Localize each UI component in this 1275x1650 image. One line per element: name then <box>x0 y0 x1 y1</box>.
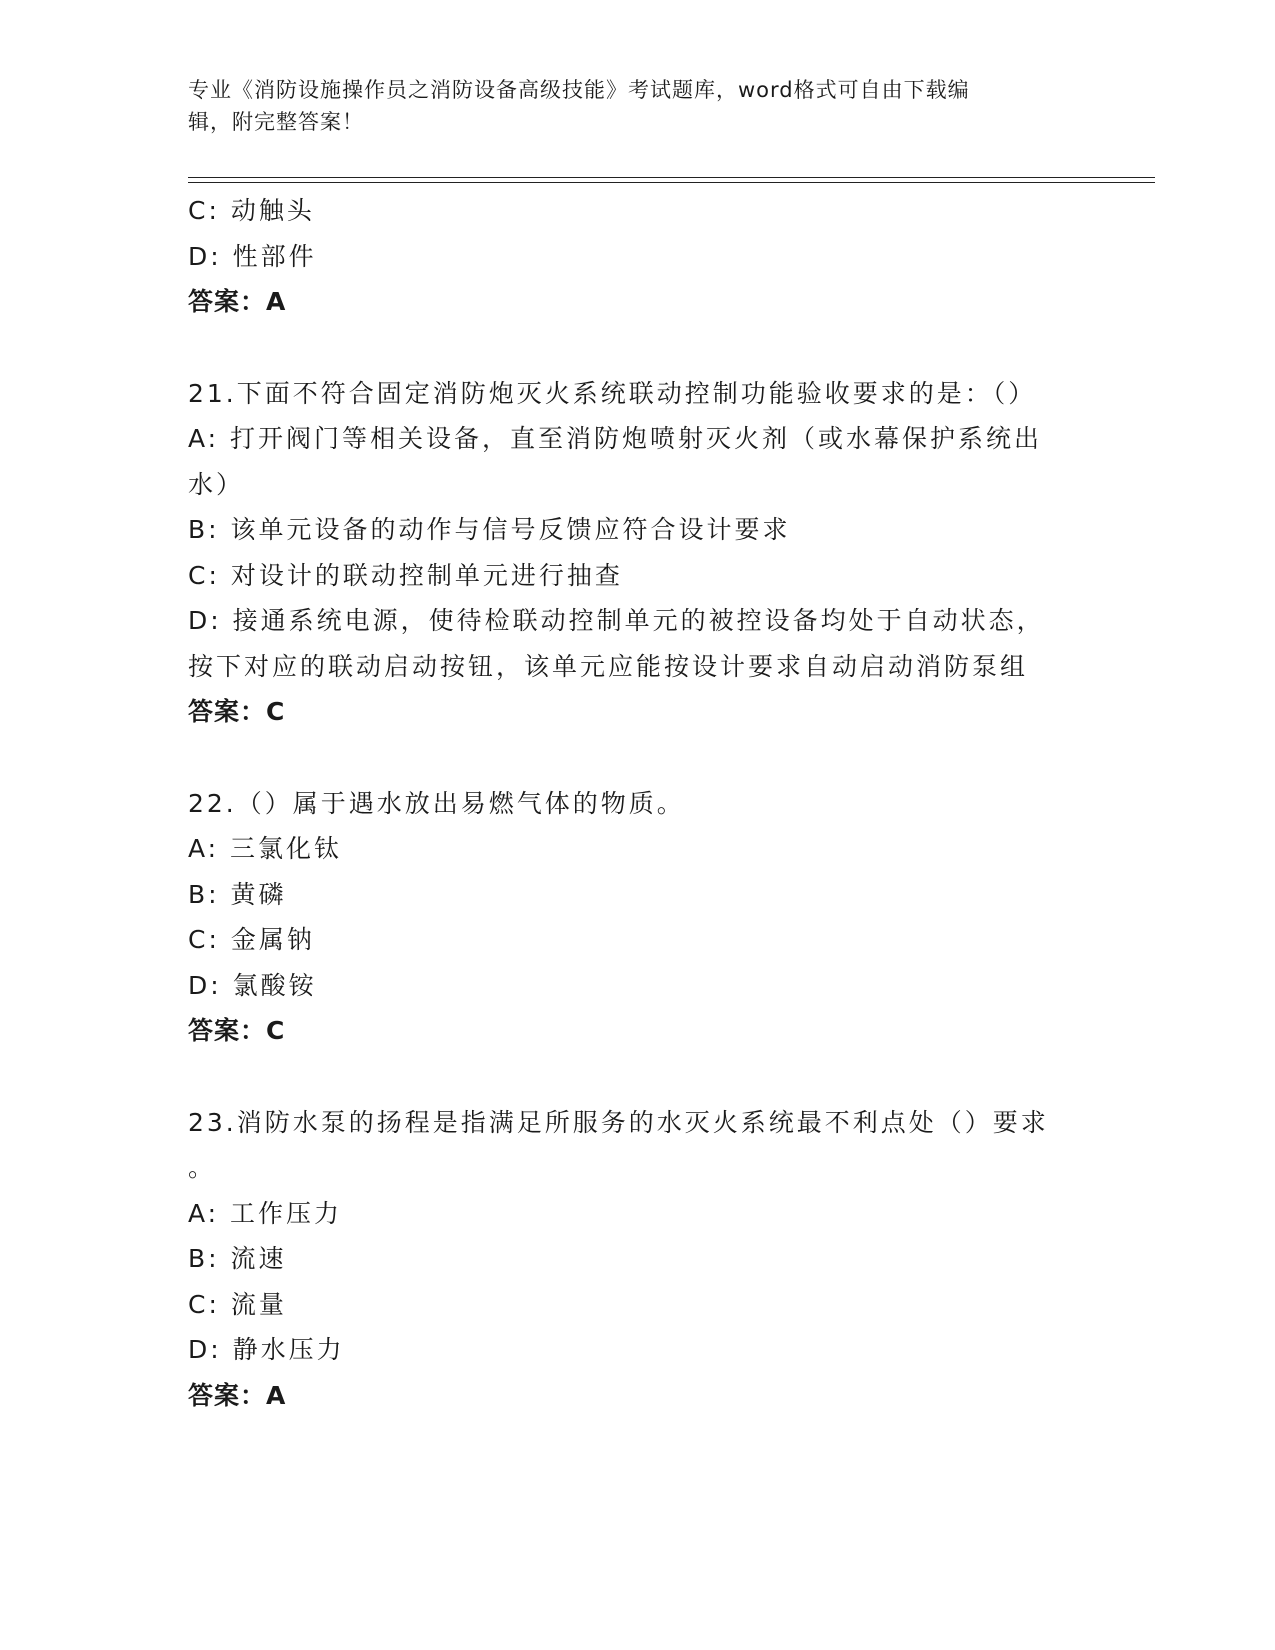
option-c: C: 动触头 <box>188 196 315 225</box>
question-23 <box>188 1100 1088 1419</box>
option-b: B: 该单元设备的动作与信号反馈应符合设计要求 <box>188 515 791 544</box>
option-d: D: 性部件 <box>188 241 317 271</box>
spacer <box>188 735 1088 781</box>
option-d: D: 接通系统电源，使待检联动控制单元的被控设备均处于自动状态， <box>188 606 1045 635</box>
option-a: A: 打开阀门等相关设备，直至消防炮喷射灭火剂（或水幕保护系统出 <box>188 424 1043 453</box>
previous-question <box>188 188 1088 325</box>
question-stem: 22.（）属于遇水放出易燃气体的物质。 <box>188 788 685 818</box>
answer-label: 答案：C <box>188 697 286 726</box>
answer-label: 答案：C <box>188 1016 286 1045</box>
header-line-1: 专业《消防设施操作员之消防设备高级技能》考试题库，word格式可自由下载编 <box>188 78 970 102</box>
option-d-continued: 按下对应的联动启动按钮，该单元应能按设计要求自动启动消防泵组 <box>188 651 1029 681</box>
spacer <box>188 325 1088 371</box>
option-d: D: 氯酸铵 <box>188 970 317 1000</box>
option-a-continued: 水） <box>188 469 245 499</box>
question-stem: 21.下面不符合固定消防炮灭火系统联动控制功能验收要求的是：（） <box>188 378 1037 408</box>
header-line-2: 辑，附完整答案！ <box>188 110 364 134</box>
question-stem-continued: 。 <box>188 1153 217 1182</box>
option-c: C: 对设计的联动控制单元进行抽查 <box>188 560 623 590</box>
option-c: C: 金属钠 <box>188 925 315 954</box>
document-body <box>188 188 1088 1418</box>
question-22 <box>188 781 1088 1054</box>
header-rule-top <box>188 177 1155 178</box>
option-a: A: 工作压力 <box>188 1198 343 1228</box>
spacer <box>188 1054 1088 1100</box>
option-a: A: 三氯化钛 <box>188 834 343 863</box>
option-c: C: 流量 <box>188 1289 287 1319</box>
option-d: D: 静水压力 <box>188 1335 345 1364</box>
answer-label: 答案：A <box>188 287 287 316</box>
option-b: B: 流速 <box>188 1244 287 1273</box>
option-b: B: 黄磷 <box>188 879 287 909</box>
header-rule-bottom <box>188 182 1155 183</box>
question-21 <box>188 371 1088 735</box>
document-header <box>188 74 1068 138</box>
answer-label: 答案：A <box>188 1380 287 1410</box>
question-stem: 23.消防水泵的扬程是指满足所服务的水灭火系统最不利点处（）要求 <box>188 1107 1049 1137</box>
